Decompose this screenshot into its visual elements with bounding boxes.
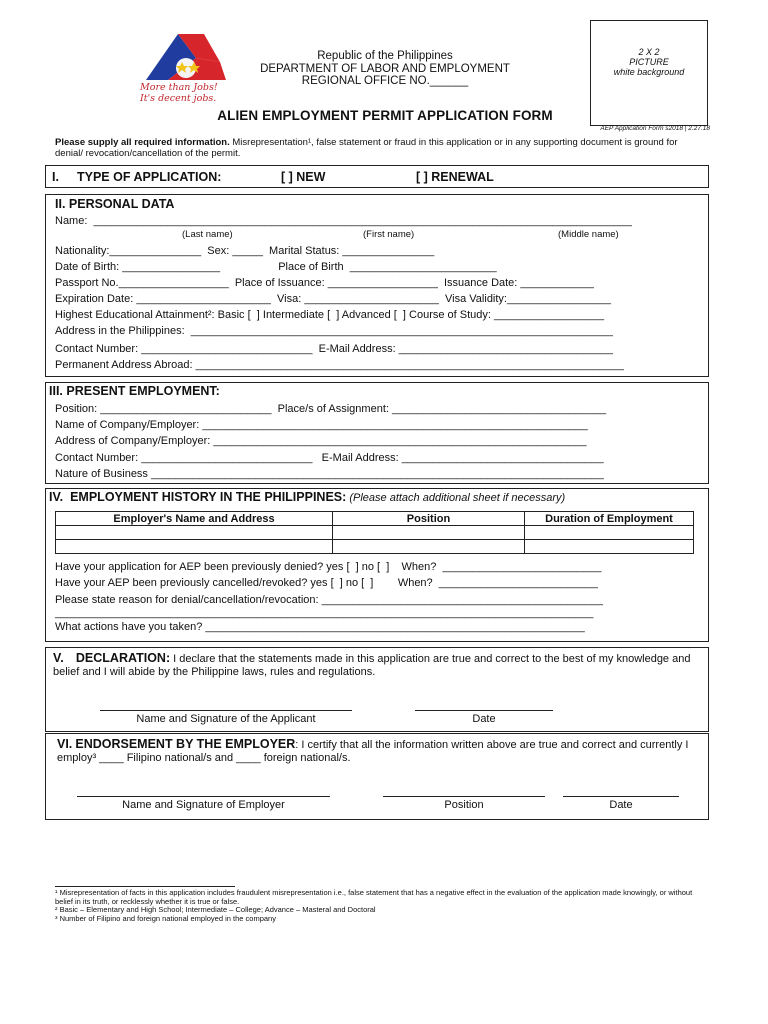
section-number: I. [52, 170, 59, 184]
form-title: ALIEN EMPLOYMENT PERMIT APPLICATION FORM [217, 108, 553, 123]
section-title: TYPE OF APPLICATION: [77, 170, 222, 184]
footnotes [55, 889, 705, 923]
photo-label: PICTURE [629, 57, 669, 67]
first-name-label: (First name) [363, 229, 415, 240]
actions-field[interactable]: What actions have you taken? ______________________________________________________________ [55, 621, 585, 633]
section-type-of-application [45, 165, 709, 188]
section-title: III. PRESENT EMPLOYMENT: [49, 384, 220, 398]
footnote-3: ³ Number of Filipino and foreign national employed in the company [55, 913, 276, 923]
column-header: Duration of Employment [525, 512, 694, 526]
table-cell[interactable] [525, 526, 694, 540]
education-field[interactable]: Highest Educational Attainment²: Basic [ ] Intermediate [ ] Advanced [ ] Course of Study: __________________ [55, 309, 605, 321]
employer-date-line[interactable]: Date [563, 796, 679, 811]
footnote-1: ¹ Misrepresentation of facts in this application includes fraudulent misrepresentation i.e., false statement that has a negative effect in the evaluation of the application made knowingly, or without belief in its truth, or recklessly whether it is true or false. [55, 888, 693, 906]
table-cell[interactable] [56, 526, 333, 540]
column-header: Position [333, 512, 525, 526]
company-address-field[interactable]: Address of Company/Employer: _____________________________________________________________ [55, 435, 587, 447]
company-contact-field[interactable]: Contact Number: ____________________________ E-Mail Address: _________________________________ [55, 452, 604, 464]
cancelled-question[interactable]: Have your AEP been previously cancelled/revoked? yes [ ] no [ ] When? __________________________ [55, 577, 598, 589]
section-heading: IV. EMPLOYMENT HISTORY IN THE PHILIPPINES: (Please attach additional sheet if necessary) [49, 490, 566, 504]
republic-line: Republic of the Philippines [317, 50, 453, 62]
table-row [56, 540, 694, 554]
employer-position-line[interactable]: Position [383, 796, 545, 811]
table-cell[interactable] [56, 540, 333, 554]
reason-field[interactable]: Please state reason for denial/cancellation/revocation: ______________________________________________ [55, 594, 604, 606]
column-header: Employer's Name and Address [56, 512, 333, 526]
last-name-label: (Last name) [182, 229, 233, 240]
company-field[interactable]: Name of Company/Employer: _______________________________________________________________ [55, 419, 588, 431]
name-field[interactable]: Name: ________________________________________________________________________________________ [55, 215, 632, 227]
permanent-address-field[interactable]: Permanent Address Abroad: ______________________________________________________________________ [55, 359, 624, 371]
denied-question[interactable]: Have your application for AEP been previously denied? yes [ ] no [ ] When? __________________________ [55, 561, 602, 573]
contact-field[interactable]: Contact Number: ____________________________ E-Mail Address: ___________________________________ [55, 343, 613, 355]
nature-of-business-field[interactable]: Nature of Business __________________________________________________________________________ [55, 468, 604, 480]
applicant-signature-line[interactable]: Name and Signature of the Applicant [100, 710, 352, 725]
table-cell[interactable] [525, 540, 694, 554]
form-code: AEP Application Form s2018 | 2.27.18 [600, 125, 710, 132]
applicant-date-line[interactable]: Date [415, 710, 553, 725]
employer-signature-line[interactable]: Name and Signature of Employer [77, 796, 330, 811]
intro-note: Please supply all required information. Misrepresentation¹, false statement or fraud in this application or in any supporting document is ground for denial/ revocation/cancellation of the permit. [55, 137, 678, 159]
photo-box[interactable] [590, 20, 708, 126]
logo-tagline: More than Jobs! It's decent jobs. [140, 82, 218, 104]
table-cell[interactable] [333, 540, 525, 554]
nationality-field[interactable]: Nationality:_______________ Sex: _____ Marital Status: _______________ [55, 245, 435, 257]
footnote-divider [55, 886, 235, 887]
section-title: II. PERSONAL DATA [55, 197, 175, 211]
regional-office-line: REGIONAL OFFICE NO.______ [301, 75, 469, 87]
employment-history-table [55, 511, 694, 554]
endorsement-text: VI. ENDORSEMENT BY THE EMPLOYER: I certify that all the information written above are true and correct and currently I employ³ ____ Filipino national/s and ____ foreign national/s. [57, 737, 689, 764]
reason-field-continued[interactable]: ________________________________________________________________________________________ [55, 607, 594, 619]
declaration-text: V. DECLARATION: I declare that the statements made in this application are true and correct to the best of my knowledge and belief and I will abide by the Philippine laws, rules and regulations. [53, 651, 691, 678]
date-of-birth-field[interactable]: Date of Birth: ________________ Place of Birth ________________________ [55, 261, 497, 273]
new-checkbox[interactable]: [ ] NEW [281, 170, 326, 184]
footnote-2: ² Basic – Elementary and High School; Intermediate – College; Advance – Masteral and Doctoral [55, 905, 376, 915]
table-cell[interactable] [333, 526, 525, 540]
passport-field[interactable]: Passport No.__________________ Place of Issuance: __________________ Issuance Date: ____________ [55, 277, 594, 289]
photo-size: 2 X 2 [638, 47, 660, 57]
agency-header [230, 50, 540, 88]
address-ph-field[interactable]: Address in the Philippines: _____________________________________________________________________ [55, 325, 613, 337]
table-row [56, 526, 694, 540]
renewal-checkbox[interactable]: [ ] RENEWAL [416, 170, 494, 184]
expiration-field[interactable]: Expiration Date: ______________________ Visa: ______________________ Visa Validity:_________________ [55, 293, 611, 305]
department-line: DEPARTMENT OF LABOR AND EMPLOYMENT [260, 62, 510, 75]
middle-name-label: (Middle name) [558, 229, 619, 240]
photo-note: white background [613, 67, 685, 77]
position-field[interactable]: Position: ____________________________ Place/s of Assignment: ___________________________________ [55, 403, 607, 415]
